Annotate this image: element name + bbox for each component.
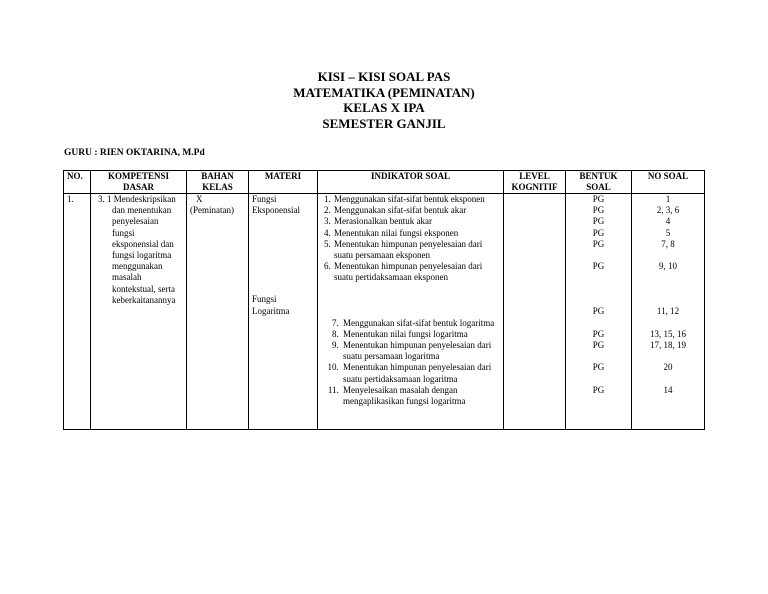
- bentuk-value: PG: [592, 238, 605, 249]
- title-line: KELAS X IPA: [343, 100, 425, 115]
- table-header-row: [64, 171, 705, 194]
- cell-no: 1.: [64, 194, 91, 430]
- bahan-line: (Peminatan): [190, 205, 234, 216]
- nomor-value: [635, 351, 701, 362]
- indikator-item: 8. Menentukan nilai fungsi logaritma: [341, 329, 500, 340]
- indikator-item: 6. Menentukan himpunan penyelesaian dari suatu pertidaksamaan eksponen: [333, 261, 500, 283]
- nomor-value: 4: [665, 216, 671, 227]
- cell-indikator: [318, 194, 504, 430]
- kompetensi-text: 3. 1 Mendeskripsikan dan menentukan penyelesaian fungsi eksponensial dan fungsi logaritma menggunakan masalah kontekstual, serta keberkaitanannya: [98, 194, 176, 305]
- col-header-nomor: NO SOAL: [632, 171, 705, 194]
- nomor-value: 14: [663, 384, 673, 395]
- bentuk-value: PG: [592, 340, 605, 350]
- materi-logaritma: [252, 294, 314, 316]
- nomor-value: 7, 8: [661, 238, 675, 249]
- col-header-bahan: BAHAN KELAS: [187, 171, 249, 194]
- cell-kompetensi: [91, 194, 187, 430]
- bentuk-value: PG: [592, 205, 605, 216]
- title-line: MATEMATIKA (PEMINATAN): [293, 84, 475, 100]
- bentuk-value: [569, 351, 628, 362]
- cell-materi: [249, 194, 318, 430]
- indikator-item: 11. Menyelesaikan masalah dengan mengaplikasikan fungsi logaritma: [341, 385, 500, 407]
- indikator-item: 10. Menentukan himpunan penyelesaian dari suatu pertidaksamaan logaritma: [341, 362, 500, 384]
- indikator-item: 4. Menentukan nilai fungsi eksponen: [333, 228, 500, 239]
- bentuk-value: [569, 250, 628, 261]
- materi-line: Fungsi: [252, 294, 277, 305]
- indikator-item: 1. Menggunakan sifat-sifat bentuk eksponen: [333, 194, 500, 205]
- nomor-value: [635, 318, 701, 329]
- indikator-item: 3. Merasionalkan bentuk akar: [333, 216, 500, 227]
- nomor-value: 11, 12: [656, 306, 680, 317]
- nomor-logaritma: [635, 306, 701, 396]
- nomor-value: 9, 10: [659, 261, 677, 272]
- title-line: SEMESTER GANJIL: [322, 115, 446, 131]
- nomor-eksponen: [635, 194, 701, 272]
- materi-line: Fungsi: [252, 194, 277, 204]
- col-header-no: NO.: [64, 171, 91, 194]
- col-header-indikator: INDIKATOR SOAL: [318, 171, 504, 194]
- indikator-item: 5. Menentukan himpunan penyelesaian dari suatu persamaan eksponen: [333, 239, 500, 261]
- col-header-bentuk: BENTUK SOAL: [566, 171, 632, 194]
- nomor-value: 5: [665, 227, 671, 238]
- cell-bahan: [187, 194, 249, 430]
- bentuk-value: PG: [592, 216, 605, 227]
- bentuk-value: PG: [592, 362, 605, 373]
- indikator-list-eksponen: [321, 194, 500, 284]
- nomor-value: 20: [663, 362, 673, 373]
- title-line: KISI – KISI SOAL PAS: [317, 69, 451, 84]
- bahan-line: X: [196, 194, 203, 204]
- nomor-value: [635, 250, 701, 261]
- bentuk-value: PG: [592, 384, 605, 395]
- document-title: [0, 69, 768, 131]
- col-header-materi: MATERI: [249, 171, 318, 194]
- materi-line: Eksponensial: [252, 205, 300, 216]
- kisi-table: [63, 170, 705, 430]
- bentuk-value: PG: [592, 194, 605, 204]
- nomor-value: 13, 15, 16: [650, 328, 686, 339]
- cell-nomor: [632, 194, 705, 430]
- teacher-name: GURU : RIEN OKTARINA, M.Pd: [64, 148, 205, 158]
- indikator-list-logaritma: [321, 318, 500, 408]
- col-header-level: LEVEL KOGNITIF: [504, 171, 566, 194]
- bentuk-value: PG: [592, 306, 605, 317]
- bentuk-value: [569, 318, 628, 329]
- bentuk-value: [569, 374, 628, 385]
- nomor-value: 17, 18, 19: [650, 340, 686, 350]
- materi-line: Logaritma: [252, 305, 290, 316]
- materi-eksponen: [252, 194, 314, 216]
- bentuk-logaritma: [569, 306, 628, 396]
- indikator-item: 2. Menggunakan sifat-sifat bentuk akar: [333, 205, 500, 216]
- bentuk-value: PG: [592, 227, 605, 238]
- bentuk-value: PG: [592, 261, 605, 272]
- cell-bentuk: [566, 194, 632, 430]
- indikator-item: 9. Menentukan himpunan penyelesaian dari suatu persamaan logaritma: [341, 340, 500, 362]
- col-header-kompetensi: KOMPETENSI DASAR: [91, 171, 187, 194]
- nomor-value: 2, 3, 6: [656, 205, 680, 216]
- cell-level: [504, 194, 566, 430]
- indikator-item: 7. Menggunakan sifat-sifat bentuk logaritma: [341, 318, 500, 329]
- nomor-value: [635, 374, 701, 385]
- nomor-value: 1: [665, 194, 671, 204]
- bentuk-value: PG: [592, 328, 605, 339]
- table-row: [64, 194, 705, 430]
- bentuk-eksponen: [569, 194, 628, 272]
